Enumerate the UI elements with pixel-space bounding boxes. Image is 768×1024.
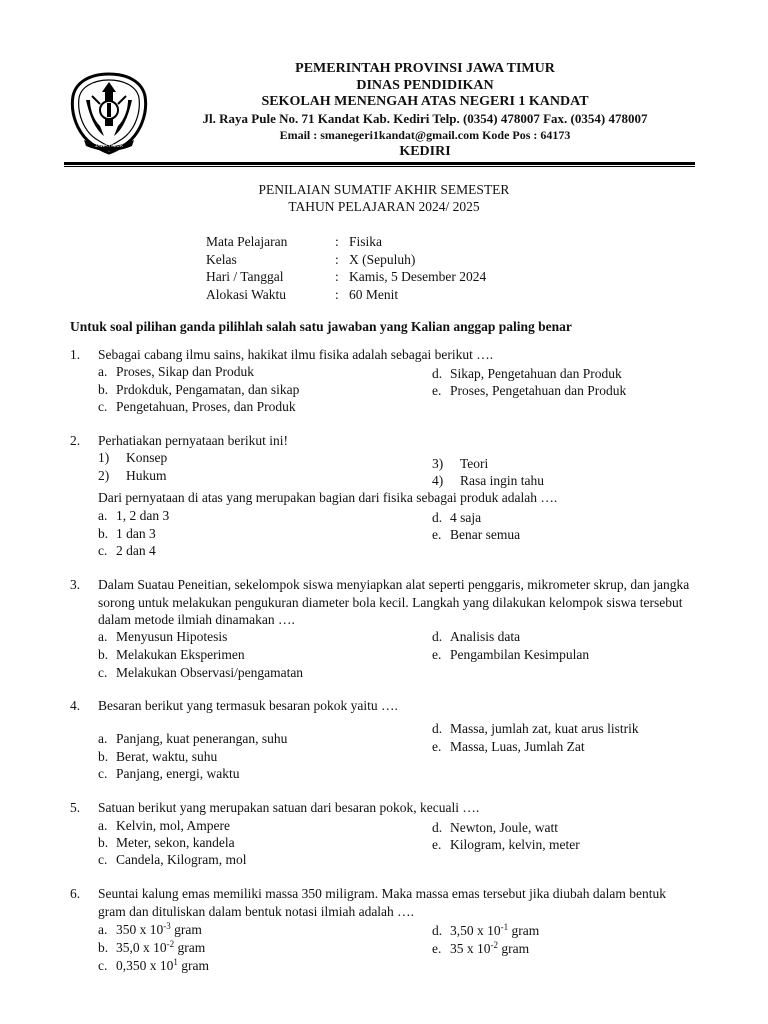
info-key: Kelas bbox=[206, 251, 237, 267]
question-number: 1. bbox=[70, 347, 81, 362]
header-line-department: DINAS PENDIDIKAN bbox=[356, 77, 494, 93]
info-colon: : bbox=[335, 269, 339, 284]
option-e: e. 35 x $10^{-2}$ gram bbox=[432, 940, 530, 956]
question-text: Seuntai kalung emas memiliki massa 350 miligram. Maka massa emas tersebut jika diubah dalam bentuk gram dan dituliskan dalam bentuk notasi ilmiah adalah …. bbox=[98, 886, 666, 919]
info-value: 60 Menit bbox=[349, 286, 399, 302]
school-header bbox=[165, 61, 685, 160]
option-e: e. Kilogram, kelvin, meter bbox=[432, 837, 580, 852]
question-text: Sebagai cabang ilmu sains, hakikat ilmu fisika adalah sebagai berikut …. bbox=[98, 347, 494, 362]
option-b: b. Meter, sekon, kandela bbox=[98, 835, 235, 850]
option-c: c. 0,350 x $10^1$ gram bbox=[98, 957, 209, 973]
option-c: c. 2 dan 4 bbox=[98, 543, 156, 558]
question-number: 3. bbox=[70, 577, 81, 592]
option-b: b. Berat, waktu, suhu bbox=[98, 749, 218, 764]
question-3 bbox=[70, 576, 696, 682]
option-c: c. Panjang, energi, waktu bbox=[98, 766, 240, 781]
option-c: c. Pengetahuan, Proses, dan Produk bbox=[98, 399, 296, 414]
east-java-emblem-icon bbox=[66, 70, 152, 156]
option-b: b. Prdokduk, Pengamatan, dan sikap bbox=[98, 382, 300, 397]
option-a: a. 350 x $10^{-3}$ gram bbox=[98, 921, 202, 937]
instruction-text: Untuk soal pilihan ganda pilihlah salah satu jawaban yang Kalian anggap paling benar bbox=[70, 319, 572, 334]
exam-info-table bbox=[206, 233, 486, 303]
info-key: Mata Pelajaran bbox=[206, 234, 288, 249]
option-d: d. 3,50 x $10^{-1}$ gram bbox=[432, 922, 540, 938]
option-d: d. Sikap, Pengetahuan dan Produk bbox=[432, 366, 622, 381]
header-line-city: KEDIRI bbox=[399, 143, 451, 159]
emblem-ribbon-text: JAWA TIMUR bbox=[95, 143, 123, 148]
header-line-email: Email : smanegeri1kandat@gmail.com Kode Pos : 64173 bbox=[279, 128, 571, 142]
question-2 bbox=[70, 432, 696, 560]
option-a: a. Kelvin, mol, Ampere bbox=[98, 818, 230, 833]
question-4 bbox=[70, 697, 696, 785]
statement-4: 4) Rasa ingin tahu bbox=[432, 473, 544, 488]
option-d: d. Newton, Joule, watt bbox=[432, 820, 558, 835]
option-b: b. 1 dan 3 bbox=[98, 526, 156, 541]
header-line-address: Jl. Raya Pule No. 71 Kandat Kab. Kediri Telp. (0354) 478007 Fax. (0354) 478007 bbox=[202, 110, 648, 126]
header-divider-thin bbox=[64, 166, 695, 167]
question-number: 2. bbox=[70, 433, 81, 448]
option-a: a. Menyusun Hipotesis bbox=[98, 629, 228, 644]
question-number: 4. bbox=[70, 698, 81, 713]
info-value: Fisika bbox=[349, 234, 383, 249]
info-row bbox=[206, 233, 486, 251]
question-text: Satuan berikut yang merupakan satuan dari besaran pokok, kecuali …. bbox=[98, 800, 480, 815]
question-subtext: Dari pernyataan di atas yang merupakan bagian dari fisika sebagai produk adalah …. bbox=[98, 490, 558, 505]
info-key: Hari / Tanggal bbox=[206, 269, 284, 284]
info-colon: : bbox=[335, 234, 339, 249]
info-row bbox=[206, 251, 486, 269]
option-a: a. 1, 2 dan 3 bbox=[98, 508, 170, 523]
option-e: e. Benar semua bbox=[432, 527, 521, 542]
info-colon: : bbox=[335, 251, 339, 267]
header-line-province: PEMERINTAH PROVINSI JAWA TIMUR bbox=[295, 61, 555, 76]
header-divider-thick bbox=[64, 162, 695, 165]
question-text: Perhatiakan pernyataan berikut ini! bbox=[98, 433, 289, 448]
option-c: c. Candela, Kilogram, mol bbox=[98, 852, 247, 867]
question-text: Besaran berikut yang termasuk besaran pokok yaitu …. bbox=[98, 698, 398, 713]
question-number: 6. bbox=[70, 886, 81, 901]
statement-1: 1) Konsep bbox=[98, 450, 168, 465]
option-b: b. Melakukan Eksperimen bbox=[98, 647, 245, 662]
option-e: e. Massa, Luas, Jumlah Zat bbox=[432, 739, 585, 754]
info-value: X (Sepuluh) bbox=[349, 251, 416, 267]
question-5 bbox=[70, 799, 696, 869]
question-6 bbox=[70, 885, 696, 977]
exam-title-line1: PENILAIAN SUMATIF AKHIR SEMESTER bbox=[258, 182, 510, 197]
exam-title-line2: TAHUN PELAJARAN 2024/ 2025 bbox=[288, 199, 480, 214]
question-text: Dalam Suatau Peneitian, sekelompok siswa menyiapkan alat seperti penggaris, mikrometer skrup, dan jangka sorong untuk melakukan pengukuran diameter bola kecil. Langkah yang dilakukan kelompok siswa tersebut dalam metode ilmiah dinamakan …. bbox=[98, 577, 690, 628]
option-e: e. Pengambilan Kesimpulan bbox=[432, 647, 590, 662]
info-colon: : bbox=[335, 286, 339, 302]
exam-title bbox=[0, 181, 768, 215]
option-c: c. Melakukan Observasi/pengamatan bbox=[98, 665, 304, 680]
option-d: d. Analisis data bbox=[432, 629, 521, 644]
question-1 bbox=[70, 346, 696, 416]
option-b: b. 35,0 x $10^{-2}$ gram bbox=[98, 939, 206, 955]
question-number: 5. bbox=[70, 800, 81, 815]
header-line-school: SEKOLAH MENENGAH ATAS NEGERI 1 KANDAT bbox=[261, 94, 589, 109]
info-key: Alokasi Waktu bbox=[206, 286, 287, 302]
option-d: d. 4 saja bbox=[432, 510, 482, 525]
info-row bbox=[206, 286, 486, 304]
info-row bbox=[206, 268, 486, 286]
option-a: a. Proses, Sikap dan Produk bbox=[98, 364, 254, 379]
statement-3: 3) Teori bbox=[432, 456, 489, 471]
option-e: e. Proses, Pengetahuan dan Produk bbox=[432, 383, 627, 398]
info-value: Kamis, 5 Desember 2024 bbox=[349, 269, 487, 284]
statement-2: 2) Hukum bbox=[98, 468, 167, 483]
option-a: a. Panjang, kuat penerangan, suhu bbox=[98, 731, 288, 746]
option-d: d. Massa, jumlah zat, kuat arus listrik bbox=[432, 721, 639, 736]
